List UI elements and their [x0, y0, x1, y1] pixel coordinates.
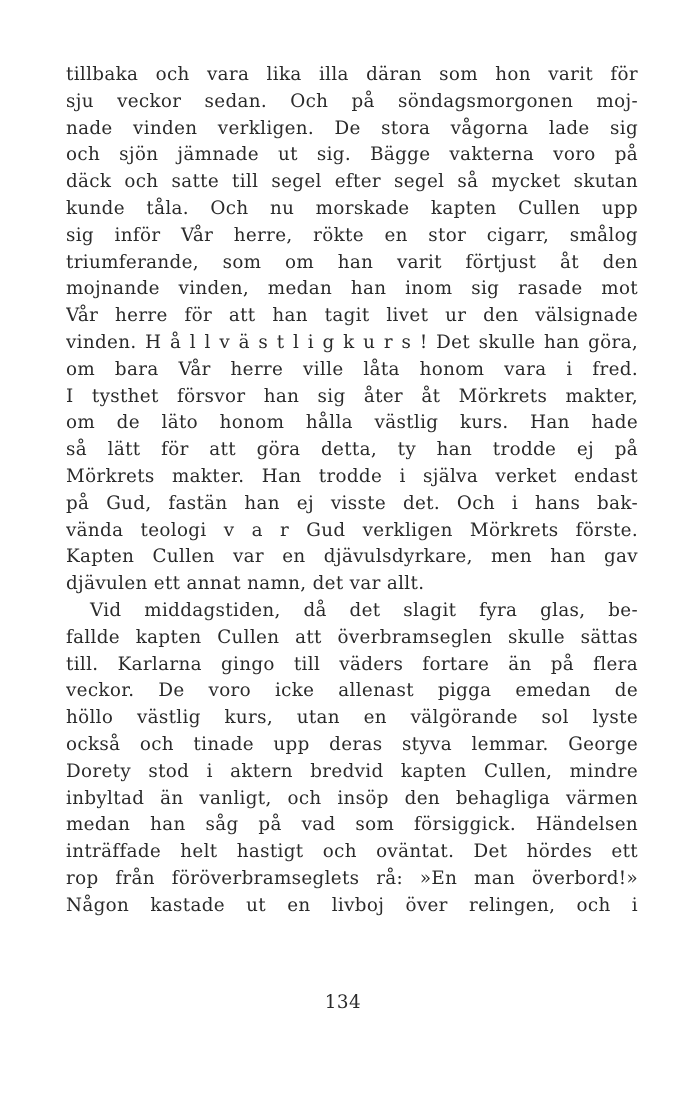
- text-line: djävulen ett annat namn, det var allt.: [66, 573, 425, 595]
- text-line: också och tinade upp deras styva lemmar. George: [66, 733, 638, 755]
- text-line: triumferande, som om han varit förtjust åt den: [66, 251, 638, 273]
- page-number: 134: [324, 992, 362, 1013]
- text-line: höllo västlig kurs, utan en välgörande sol lyste: [66, 707, 638, 729]
- text-line: om bara Vår herre ville låta honom vara i fred.: [66, 358, 638, 380]
- text-line: på Gud, fastän han ej visste det. Och i hans bak-: [66, 492, 638, 514]
- text-line: medan han såg på vad som försiggick. Händelsen: [66, 814, 638, 836]
- text-line: Dorety stod i aktern bredvid kapten Cullen, mindre: [66, 760, 638, 782]
- page-body: [66, 62, 638, 920]
- text-line: Någon kastade ut en livboj över relingen, och i: [66, 894, 638, 916]
- text-line: fallde kapten Cullen att överbramseglen skulle sättas: [66, 626, 638, 648]
- text-line: Vår herre för att han tagit livet ur den välsignade: [66, 305, 638, 327]
- text-line: tillbaka och vara lika illa däran som hon varit för: [66, 64, 638, 85]
- text-line: sju veckor sedan. Och på söndagsmorgonen moj-: [66, 90, 638, 112]
- text-line: inbyltad än vanligt, och insöp den behagliga värmen: [66, 787, 638, 809]
- text-line: nade vinden verkligen. De stora vågorna lade sig: [66, 117, 638, 139]
- text-line: I tysthet försvor han sig åter åt Mörkrets makter,: [66, 385, 638, 407]
- text-line: och sjön jämnade ut sig. Bägge vakterna voro på: [66, 144, 638, 166]
- text-line: Mörkrets makter. Han trodde i själva verket endast: [66, 465, 638, 487]
- text-line: om de läto honom hålla västlig kurs. Han hade: [66, 412, 638, 434]
- text-line: mojnande vinden, medan han inom sig rasade mot: [66, 278, 638, 300]
- text-line: vinden. H å l l v ä s t l i g k u r s ! Det skulle han göra,: [66, 331, 638, 353]
- text-line: sig inför Vår herre, rökte en stor cigarr, smålog: [66, 224, 638, 246]
- text-line: Vid middagstiden, då det slagit fyra glas, be-: [90, 599, 638, 621]
- text-line: kunde tåla. Och nu morskade kapten Cullen upp: [66, 197, 638, 219]
- text-line: till. Karlarna gingo till väders fortare än på flera: [66, 653, 638, 675]
- text-line: veckor. De voro icke allenast pigga emedan de: [66, 680, 638, 702]
- text-line: inträffade helt hastigt och oväntat. Det hördes ett: [66, 841, 638, 863]
- text-line: så lätt för att göra detta, ty han trodde ej på: [66, 439, 638, 461]
- text-line: rop från föröverbramseglets rå: »En man överbord!»: [66, 867, 638, 889]
- text-line: däck och satte till segel efter segel så mycket skutan: [66, 171, 638, 193]
- text-line: Kapten Cullen var en djävulsdyrkare, men han gav: [66, 546, 638, 568]
- text-line: vända teologi v a r Gud verkligen Mörkrets förste.: [66, 519, 638, 541]
